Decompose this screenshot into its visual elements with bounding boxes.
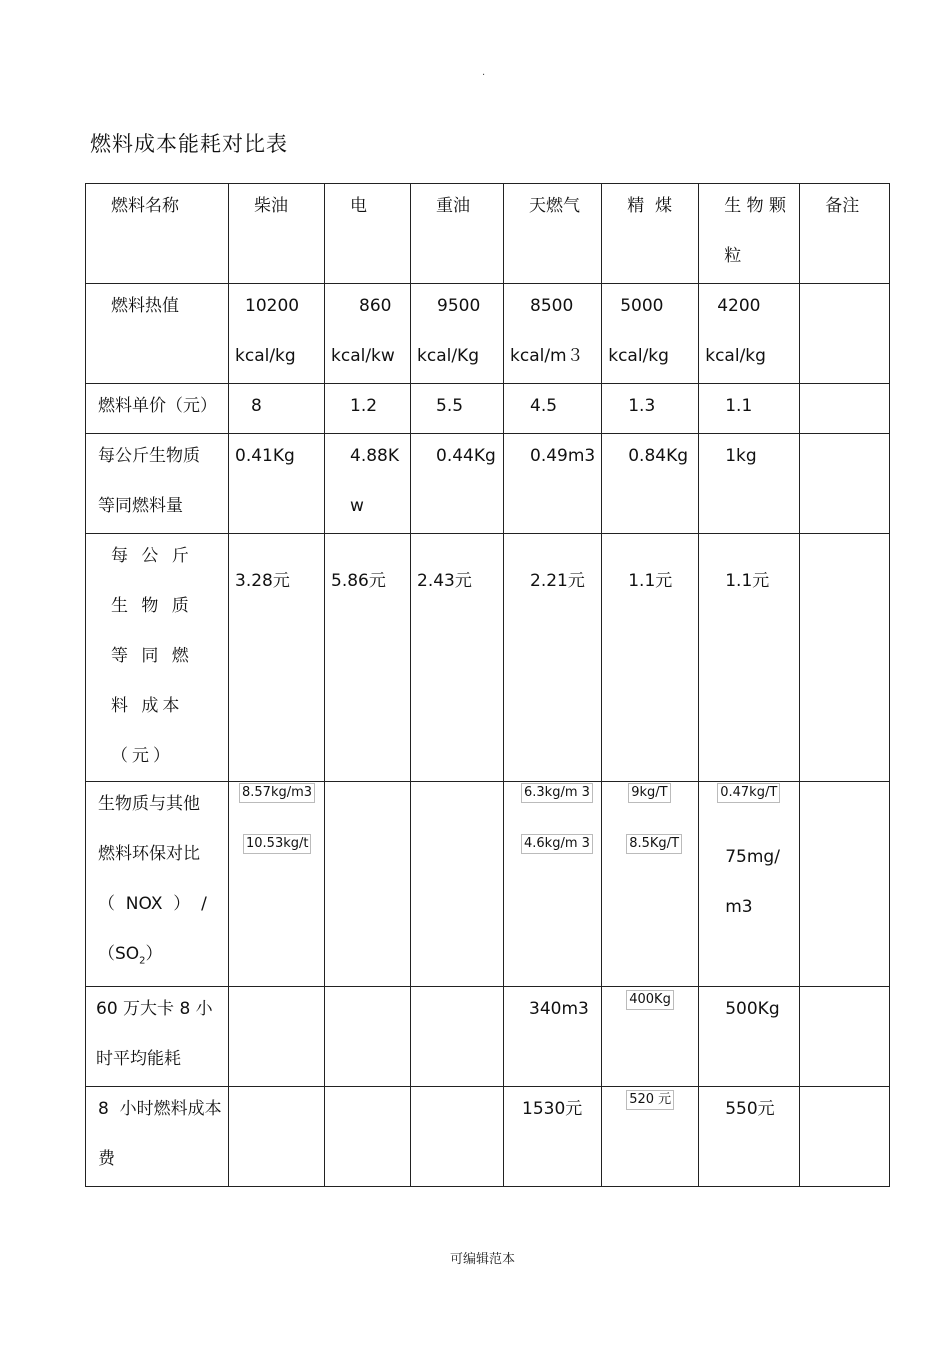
table-cell: 8500 kcal/m３ bbox=[510, 296, 584, 366]
table-cell: 1.1元 bbox=[628, 571, 673, 591]
table-cell: 5.5 bbox=[436, 396, 464, 416]
row-label: 燃料热值 bbox=[111, 296, 179, 316]
table-cell: 5.86元 bbox=[331, 571, 386, 591]
table-cell: 860 kcal/kw bbox=[331, 296, 395, 366]
header-cell: 重油 bbox=[436, 196, 470, 216]
table-cell: 5000 kcal/kg bbox=[608, 296, 669, 366]
table-cell: 4.88Kw bbox=[350, 446, 399, 516]
table-cell: 500Kg bbox=[725, 999, 780, 1020]
table-cell: 340m3 bbox=[529, 999, 589, 1020]
table-cell: 2.43元 bbox=[417, 571, 472, 591]
coal-so2-value: 8.5Kg/T bbox=[626, 834, 682, 854]
gas-so2-value: 4.6kg/m 3 bbox=[521, 834, 593, 854]
row-label: 8 小时燃料成本费 bbox=[98, 1099, 222, 1170]
table-cell: 1.1元 bbox=[725, 571, 770, 591]
table-cell: 3.28元 bbox=[235, 571, 290, 591]
page-footer: 可编辑范本 bbox=[450, 1252, 516, 1267]
row-label: 60 万大卡 8 小时平均能耗 bbox=[96, 999, 213, 1070]
table-cell: 400Kg bbox=[626, 990, 674, 1010]
header-cell: 备注 bbox=[825, 196, 860, 216]
header-cell: 生 物 颗 粒 bbox=[724, 196, 787, 266]
table-cell: 10200 kcal/kg bbox=[235, 296, 300, 366]
table-cell: 0.49m3 bbox=[530, 446, 596, 466]
table-cell: 550元 bbox=[725, 1099, 775, 1120]
diesel-so2-value: 10.53kg/t bbox=[243, 834, 311, 854]
table-row bbox=[86, 987, 890, 1087]
table-cell: 1kg bbox=[725, 446, 757, 466]
table-cell: 0.84Kg bbox=[628, 446, 689, 466]
row-label: 燃料单价（元） bbox=[98, 396, 217, 416]
bio-so2-value: 75mg/m3 bbox=[725, 847, 780, 917]
header-cell: 精 煤 bbox=[627, 196, 673, 216]
table-cell: 4200 kcal/kg bbox=[705, 296, 766, 366]
table-row bbox=[86, 284, 890, 384]
header-cell: 天燃气 bbox=[529, 196, 580, 216]
table-cell: 4.5 bbox=[530, 396, 558, 416]
table-cell: 0.44Kg bbox=[436, 446, 496, 466]
table-row bbox=[86, 1087, 890, 1187]
table-cell: 1.3 bbox=[628, 396, 656, 416]
header-mark: · bbox=[482, 70, 486, 81]
page-title: 燃料成本能耗对比表 bbox=[90, 132, 288, 156]
header-cell: 柴油 bbox=[254, 196, 288, 216]
table-cell: 1530元 bbox=[522, 1099, 583, 1120]
row-label: 每 公 斤 生 物 质 等 同 燃 料 成本（元） bbox=[111, 546, 193, 766]
table-cell: 520 元 bbox=[626, 1090, 674, 1110]
header-cell: 电 bbox=[350, 196, 367, 216]
table-row bbox=[86, 434, 890, 534]
row-label: 每公斤生物质等同燃料量 bbox=[98, 446, 200, 516]
diesel-nox-value: 8.57kg/m3 bbox=[239, 783, 315, 803]
row-label: 生物质与其他 燃料环保对比 （ NOX ） / $(SO_2)$ bbox=[98, 794, 207, 967]
table-header-row bbox=[86, 184, 890, 284]
coal-nox-value: 9kg/T bbox=[628, 783, 670, 803]
header-cell: 燃料名称 bbox=[111, 196, 179, 216]
table-cell: 2.21元 bbox=[530, 571, 585, 591]
bio-nox-value: 0.47kg/T bbox=[717, 783, 780, 803]
table-cell: 8 bbox=[251, 396, 262, 416]
table-cell: 1.2 bbox=[350, 396, 378, 416]
table-row bbox=[86, 534, 890, 782]
fuel-cost-table bbox=[85, 183, 890, 1187]
table-cell: 1.1 bbox=[725, 396, 753, 416]
table-row bbox=[86, 782, 890, 987]
table-cell: 0.41Kg bbox=[235, 446, 295, 466]
gas-nox-value: 6.3kg/m 3 bbox=[521, 783, 593, 803]
table-cell: 9500 kcal/Kg bbox=[417, 296, 481, 366]
